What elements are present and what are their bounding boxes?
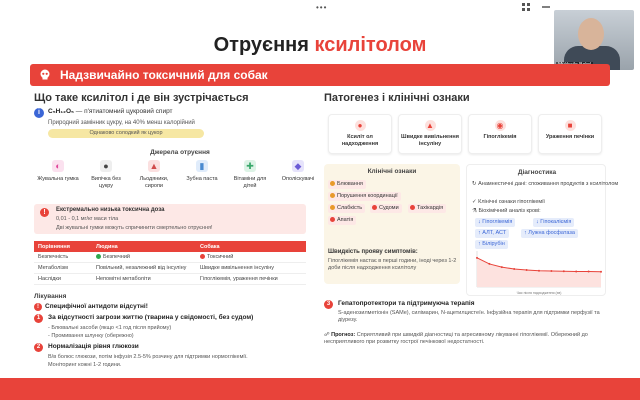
- table-cell: Метаболізм: [34, 263, 92, 274]
- step-line: В/в болюс глюкози, потім інфузія 2.5-5% розчину для підтримки нормоглікемії.: [48, 354, 248, 360]
- pathogenesis-card: [468, 114, 532, 154]
- source-label: Жувальна гумка: [37, 176, 79, 182]
- sign-dot-icon: [372, 205, 377, 210]
- treatment-title: Лікування: [34, 293, 67, 300]
- step-heading: Нормалізація рівня глюкози: [48, 343, 139, 350]
- step-line: - Промивання шлунку (обережно): [48, 333, 134, 339]
- sources-list: [36, 160, 316, 200]
- step-number: 2: [34, 343, 43, 352]
- sign-dot-icon: [330, 181, 335, 186]
- diagnostics-box: [466, 164, 619, 296]
- liver-icon: ■: [565, 120, 576, 131]
- glucose-point: [588, 270, 590, 272]
- sub-note: Природний замінник цукру, на 40% менш калорійний: [48, 120, 195, 126]
- xylitol-intake-icon: ●: [355, 120, 366, 131]
- lab-tag: ↑ АЛТ, АСТ: [475, 229, 509, 238]
- toxic-dose: 0,01 - 0,1 мг/кг маси тіла: [56, 216, 119, 222]
- source-item: [276, 160, 320, 183]
- source-label: Льодяники, сиропи: [139, 176, 169, 189]
- sign-label: Порушення координації: [337, 193, 398, 199]
- source-item: [132, 160, 176, 190]
- step-heading: За відсутності загрози життю (тварина у свідомості, без судом): [48, 314, 254, 321]
- lab-tag: ↓ Гіпоглікемія: [475, 218, 515, 227]
- step-line: Моніторинг кожні 1-2 години.: [48, 362, 122, 368]
- tag-text: Лужна фосфатаза: [528, 230, 575, 236]
- toxic-title: Екстремально низька токсична доза: [56, 207, 165, 213]
- table-cell: Швидке вивільнення інсуліну: [196, 263, 306, 274]
- hypoglycemia-icon: ◉: [495, 120, 506, 131]
- minimize-icon[interactable]: [540, 1, 552, 13]
- diag-text: Анамнестичні дані: споживання продуктів з ксилітолом: [478, 181, 619, 187]
- toothpaste-icon: ▮: [196, 160, 208, 172]
- cell-text: Токсичний: [207, 254, 234, 260]
- table-header: Порівняння: [34, 241, 92, 252]
- pastry-icon: ●: [100, 160, 112, 172]
- step-heading: Гепатопротектори та підтримуюча терапія: [338, 300, 475, 307]
- warning-text: Специфічної антидоти відсутні!: [45, 303, 148, 310]
- lab-tag: ↑ Лужна фосфатаза: [521, 229, 578, 238]
- safe-dot-icon: [96, 254, 101, 259]
- sign-label: Слабкість: [337, 205, 363, 211]
- pathogenesis-card: [538, 114, 602, 154]
- toxic-note: Дві жувальні гумки можуть спричинити смертельно отруєння!: [56, 225, 213, 231]
- x-axis-label: Час після надходження (хв): [516, 291, 562, 295]
- tag-text: Гіпоглікемія: [482, 219, 513, 225]
- formula-desc: — п'ятиатомний цукровий спирт: [75, 108, 173, 115]
- pathogenesis-card: [398, 114, 462, 154]
- table-cell: [92, 252, 196, 263]
- prognosis-label: Прогноз:: [331, 332, 356, 338]
- grid-view-icon[interactable]: [520, 1, 532, 13]
- lab-tag: ↓ Гіпокаліємія: [533, 218, 574, 227]
- table-row: [34, 263, 306, 274]
- sign-label: Судоми: [379, 205, 399, 211]
- skull-icon: [38, 68, 52, 82]
- table-cell: Непомітні метаболіти: [92, 274, 196, 285]
- insulin-icon: ▲: [426, 121, 434, 130]
- table-cell: Повільний, незалежний від інсуліну: [92, 263, 196, 274]
- sign-chip: [328, 204, 365, 213]
- table-row: [34, 274, 306, 285]
- glucose-point: [600, 271, 602, 273]
- comparison-table: [34, 241, 306, 285]
- sign-chip: [328, 216, 356, 225]
- antidote-warning: [34, 303, 148, 311]
- clinical-signs-box: [324, 164, 460, 284]
- table-header: Людина: [92, 241, 196, 252]
- formula: [48, 108, 173, 115]
- glucose-chart: [471, 249, 603, 295]
- lab-tag: ↑ Білірубін: [475, 240, 508, 249]
- left-heading: Що таке ксилітол і де він зустрічається: [34, 92, 249, 104]
- glucose-point: [488, 263, 490, 265]
- footer-bar: [0, 378, 640, 400]
- diagnostics-title: Діагностика: [517, 169, 557, 176]
- glucose-point: [513, 268, 515, 270]
- cell-text: Безпечний: [103, 254, 130, 260]
- slide-title: [0, 34, 640, 57]
- toxic-dot-icon: [200, 254, 205, 259]
- prognosis-icon: ☍: [324, 332, 330, 338]
- tag-text: АЛТ, АСТ: [482, 230, 507, 236]
- source-label: Вітаміни для дітей: [233, 176, 267, 189]
- step-text: S-аденозилметіонін (SAMe), силімарин, N-ацетилцистеїн. Інфузійна терапія для підтримки перфузії та діурезу.: [338, 310, 600, 323]
- card-label: Ксиліт ол надходження: [341, 134, 379, 147]
- source-item: [180, 160, 224, 183]
- sign-chip: [408, 204, 446, 213]
- step-line: - Блювальні засоби (якщо <1 год після прийому): [48, 325, 172, 331]
- step-number: 3: [324, 300, 333, 309]
- sign-chip: [328, 180, 366, 189]
- speed-text: Гіпоглікемія настає в перші години, іноді через 1-2 доби після надходження ксилітолу: [328, 258, 457, 271]
- sign-label: Блювання: [337, 181, 363, 187]
- sources-title: Джерела отруєння: [150, 149, 210, 156]
- table-row: [34, 252, 306, 263]
- glucose-area: [477, 258, 601, 287]
- title-main: Отруєння: [213, 34, 309, 56]
- glucose-point: [538, 270, 540, 272]
- glucose-point: [526, 269, 528, 271]
- glucose-point: [476, 257, 478, 259]
- glucose-point: [575, 270, 577, 272]
- table-cell: [196, 252, 306, 263]
- warning-icon: !: [40, 208, 49, 217]
- speed-title: Швидкість прояву симптомів:: [328, 249, 418, 255]
- source-item: [36, 160, 80, 183]
- sign-chip: [328, 192, 401, 201]
- tag-text: Гіпокаліємія: [540, 219, 572, 225]
- diag-text: Клінічні ознаки гіпоглікемії: [478, 199, 545, 205]
- step-number: 1: [34, 314, 43, 323]
- table-cell: Гіпоглікемія, ураження печінки: [196, 274, 306, 285]
- table-header-row: [34, 241, 306, 252]
- candy-icon: ▲: [149, 161, 159, 171]
- sign-dot-icon: [330, 193, 335, 198]
- sign-label: Апатія: [337, 217, 354, 223]
- warning-banner: [30, 64, 610, 86]
- sign-dot-icon: [330, 217, 335, 222]
- banner-text: Надзвичайно токсичний для собак: [60, 68, 268, 82]
- glucose-point: [563, 270, 565, 272]
- source-label: Зубна паста: [186, 176, 218, 182]
- more-options-icon[interactable]: •••: [316, 3, 328, 12]
- meeting-toolbar: [0, 0, 640, 14]
- vitamins-icon: ✚: [244, 160, 256, 172]
- gum-icon: ◐: [52, 160, 64, 172]
- card-label: Швидке вивільнення інсуліну: [401, 134, 459, 147]
- clinical-title: Клінічні ознаки: [367, 168, 417, 175]
- mouthwash-icon: ◆: [292, 160, 304, 172]
- sweetness-note: Однаково солодкий як цукор: [48, 129, 204, 138]
- info-icon: i: [34, 108, 44, 118]
- table-header: Собака: [196, 241, 306, 252]
- diagnostics-item: ↻ Анамнестичні дані: споживання продуктів з ксилітолом: [472, 181, 619, 187]
- alert-icon: !: [34, 303, 42, 311]
- glucose-point: [501, 266, 503, 268]
- tag-text: Білірубін: [482, 241, 505, 247]
- toxic-dose-box: [34, 204, 306, 234]
- prognosis-text: Сприятливий при швидкій діагностиці та агресивному лікуванні гіпоглікемії. Обережний до несприятливого при розвитку гострої печінкової недостатності.: [324, 332, 588, 345]
- glucose-point: [550, 270, 552, 272]
- pathogenesis-card: [328, 114, 392, 154]
- prognosis: [324, 332, 606, 346]
- card-label: Ураження печінки: [545, 134, 595, 140]
- diag-text: Біохімічний аналіз крові:: [478, 208, 541, 214]
- sign-dot-icon: [410, 205, 415, 210]
- diagnostics-item: ⚗ Біохімічний аналіз крові:: [472, 208, 541, 214]
- table-cell: Наслідки: [34, 274, 92, 285]
- title-highlight: ксилітолом: [314, 34, 427, 56]
- diagnostics-item: ✓ Клінічні ознаки гіпоглікемії: [472, 199, 545, 205]
- sign-label: Тахікардія: [417, 205, 444, 211]
- source-label: Ополіскувачі: [281, 176, 315, 182]
- source-item: [84, 160, 128, 190]
- right-heading: Патогенез і клінічні ознаки: [324, 92, 470, 104]
- table-cell: Безпечність: [34, 252, 92, 263]
- card-label: Гіпоглікемія: [483, 134, 517, 140]
- sign-dot-icon: [330, 205, 335, 210]
- source-label: Випічка без цукру: [91, 176, 121, 189]
- formula-chem: C₅H₁₂O₅: [48, 108, 74, 115]
- sign-chip: [370, 204, 402, 213]
- source-item: [228, 160, 272, 190]
